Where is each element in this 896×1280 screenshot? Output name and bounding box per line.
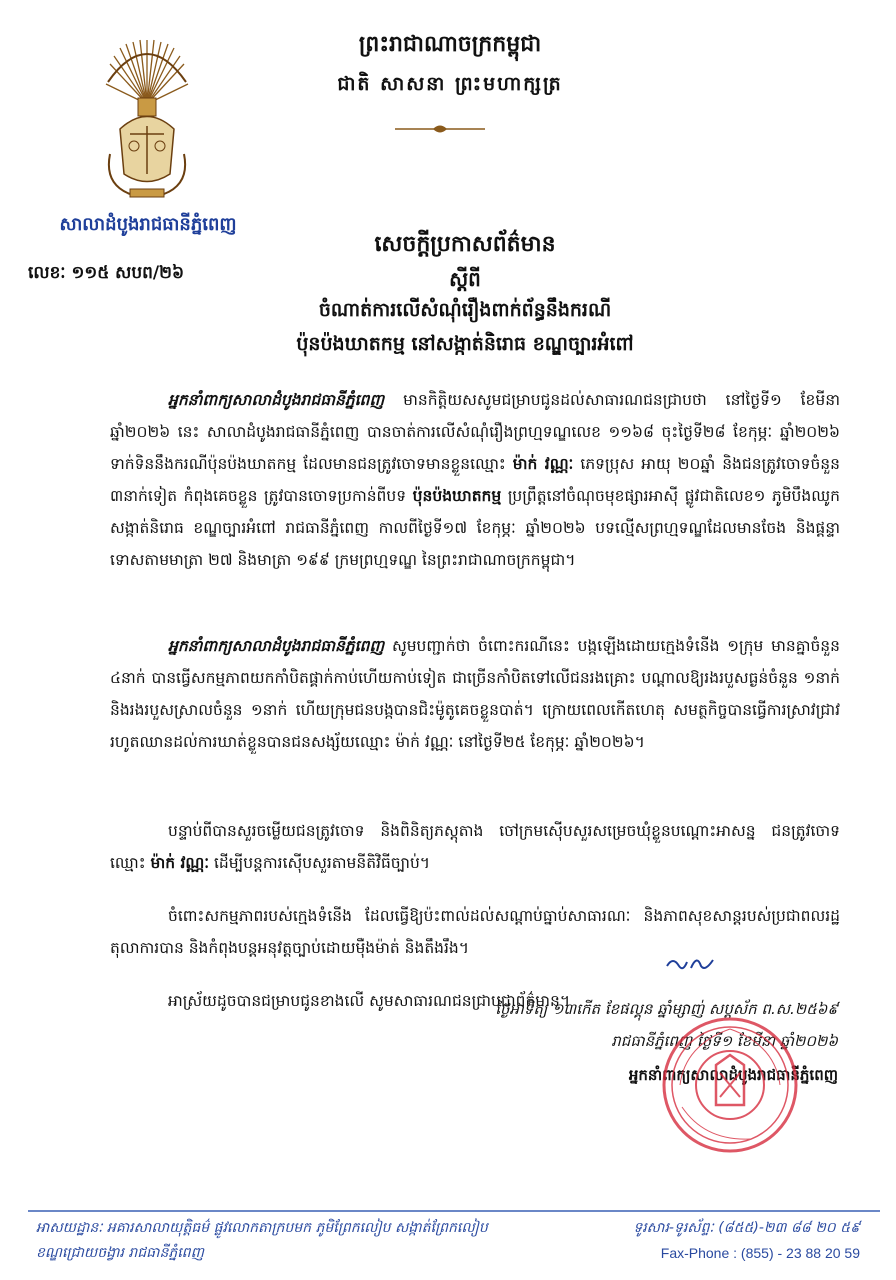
national-motto: ជាតិ សាសនា ព្រះមហាក្សត្រ (337, 73, 563, 95)
spokesperson-lead: អ្នកនាំពាក្យសាលាដំបូងរាជធានីភ្នំពេញ (168, 391, 385, 409)
kingdom-title: ព្រះរាជាណាចក្រកម្ពុជា (358, 32, 542, 57)
paragraph-2-text: សូមបញ្ជាក់ថា ចំពោះករណីនេះ បង្កឡើងដោយក្មេងទំនើង ១ក្រុម មានគ្នាចំនួន ៤នាក់ បានធ្វើសកម្មភាពយកកាំបិតផ្គាក់កាប់ហើយកាប់ទៀត ជាច្រើនកាំបិតទៅលើជនរងគ្រោះ បណ្តាលឱ្យរងរបួសធ្ងន់ចំនួន ១នាក់ និងរងរបួសស្រាលចំនួន ១នាក់ ហើយក្រុមជនបង្កបានជិះម៉ូតូគេចខ្លួនបាត់។ ក្រោយពេលកើតហេតុ សមត្ថកិច្ចបានធ្វើការស្រាវជ្រាវរហូតឈានដល់ការឃាត់ខ្លួនបានជនសង្ស័យឈ្មោះ ម៉ាក់ វណ្ណៈ នៅថ្ងៃទី២៥ ខែកុម្ភៈ ឆ្នាំ២០២៦។ (110, 637, 840, 751)
footer-address-line1: អាសយដ្ឋានៈ អគារសាលាយុត្តិធម៌ ផ្លូវលោកតាក្របមក ភូមិព្រែកលៀប សង្កាត់ព្រែកលៀប (36, 1220, 488, 1236)
paragraph-3-text-a: បន្ទាប់ពីបានសួរចម្លើយជនត្រូវចោទ និងពិនិត្យភស្តុតាង ចៅក្រមស៊ើបសួរសម្រេចឃុំខ្លួនបណ្តោះអាសន្ន ជនត្រូវចោទឈ្មោះ (110, 822, 840, 872)
signer-title: អ្នកនាំពាក្យសាលាដំបូងរាជធានីភ្នំពេញ (628, 1066, 838, 1084)
royal-emblem-icon (100, 34, 195, 204)
footer-divider (28, 1210, 880, 1212)
divider-ornament-icon (395, 122, 485, 136)
paragraph-1 (110, 384, 840, 576)
footer-address-line2: ខណ្ឌជ្រោយចង្វារ រាជធានីភ្នំពេញ (36, 1245, 204, 1261)
lunar-date: ថ្ងៃអាទិត្យ ១៣កើត ខែផល្គុន ឆ្នាំម្សាញ់ សប្តស័ក ព.ស.២៥៦៩ (495, 1000, 838, 1018)
court-name: សាលាដំបូងរាជធានីភ្នំពេញ (59, 214, 237, 235)
handwritten-initials-icon (665, 954, 715, 974)
accused-name-2: ម៉ាក់ វណ្ណៈ (150, 854, 210, 872)
paragraph-3 (110, 815, 840, 879)
paragraph-5: អាស្រ័យដូចបានជម្រាបជូនខាងលើ សូមសាធារណជនជ្រាបជាព័ត៌មាន។ (168, 992, 571, 1010)
document-title: សេចក្តីប្រកាសព័ត៌មាន (374, 232, 556, 257)
paragraph-1-text-b: ភេទប្រុស អាយុ ២០ឆ្នាំ និងជនត្រូវចោទចំនួន ៣នាក់ទៀត កំពុងគេចខ្លួន ត្រូវបានចោទប្រកាន់ពីបទ (110, 455, 840, 505)
paragraph-3-text-b: ដើម្បីបន្តការស៊ើបសួរតាមនីតិវិធីច្បាប់។ (209, 854, 431, 872)
paragraph-1-text-c: ប្រព្រឹត្តនៅចំណុចមុខផ្សារអាស៊ី ផ្លូវជាតិលេខ១ ភូមិបឹងឈូក សង្កាត់និរោធ ខណ្ឌច្បារអំពៅ រាជធានីភ្នំពេញ កាលពីថ្ងៃទី១៧ ខែកុម្ភៈ ឆ្នាំ២០២៦ បទល្មើសព្រហ្មទណ្ឌដែលមានចែង និងផ្តន្ទាទោសតាមមាត្រា ២៧ និងមាត្រា ១៩៩ ក្រមព្រហ្មទណ្ឌ នៃព្រះរាជាណាចក្រកម្ពុជា។ (110, 487, 840, 569)
paragraph-4: ចំពោះសកម្មភាពរបស់ក្មេងទំនើង ដែលធ្វើឱ្យប៉ះពាល់ដល់សណ្តាប់ធ្នាប់សាធារណៈ និងភាពសុខសាន្តរបស់ប្រជាពលរដ្ឋ តុលាការបាន និងកំពុងបន្តអនុវត្តច្បាប់ដោយម៉ឺងម៉ាត់ និងតឹងរឹង។ (110, 907, 840, 957)
place-date: រាជធានីភ្នំពេញ ថ្ងៃទី១ ខែមីនា ឆ្នាំ២០២៦ (611, 1032, 838, 1050)
document-number: លេខៈ ១១៥ សបព/២៦ (28, 263, 185, 283)
spokesperson-lead-2: អ្នកនាំពាក្យសាលាដំបូងរាជធានីភ្នំពេញ (168, 637, 385, 655)
charge-name: ប៉ុនប៉ងឃាតកម្ម (412, 487, 502, 505)
paragraph-2 (110, 630, 840, 758)
official-seal-icon (660, 1015, 800, 1155)
accused-name: ម៉ាក់ វណ្ណៈ (512, 455, 574, 473)
title-subject-line2: ប៉ុនប៉ងឃាតកម្ម នៅសង្កាត់និរោធ ខណ្ឌច្បារអំពៅ (296, 333, 634, 355)
footer-fax-phone: Fax-Phone : (855) - 23 88 20 59 (660, 1245, 860, 1261)
paragraph-1-text-a: មានកិត្តិយសសូមជម្រាបជូនដល់សាធារណជនជ្រាបថា នៅថ្ងៃទី១ ខែមីនា ឆ្នាំ២០២៦ នេះ សាលាដំបូងរាជធានីភ្នំពេញ បានចាត់ការលើសំណុំរឿងព្រហ្មទណ្ឌលេខ ១១៦៨ ចុះថ្ងៃទី២៨ ខែកុម្ភៈ ឆ្នាំ២០២៦ ទាក់ទិននឹងករណីប៉ុនប៉ងឃាតកម្ម ដែលមានជនត្រូវចោទមានខ្លួនឈ្មោះ (110, 391, 840, 473)
title-subject-line1: ចំណាត់ការលើសំណុំរឿងពាក់ព័ន្ធនឹងករណី (318, 299, 612, 321)
title-subject-word: ស្តីពី (449, 267, 481, 291)
footer-phone-khmer: ទូរសារ-ទូរស័ព្ទៈ (៨៥៥)-២៣ ៨៨ ២០ ៥៩ (633, 1220, 860, 1236)
